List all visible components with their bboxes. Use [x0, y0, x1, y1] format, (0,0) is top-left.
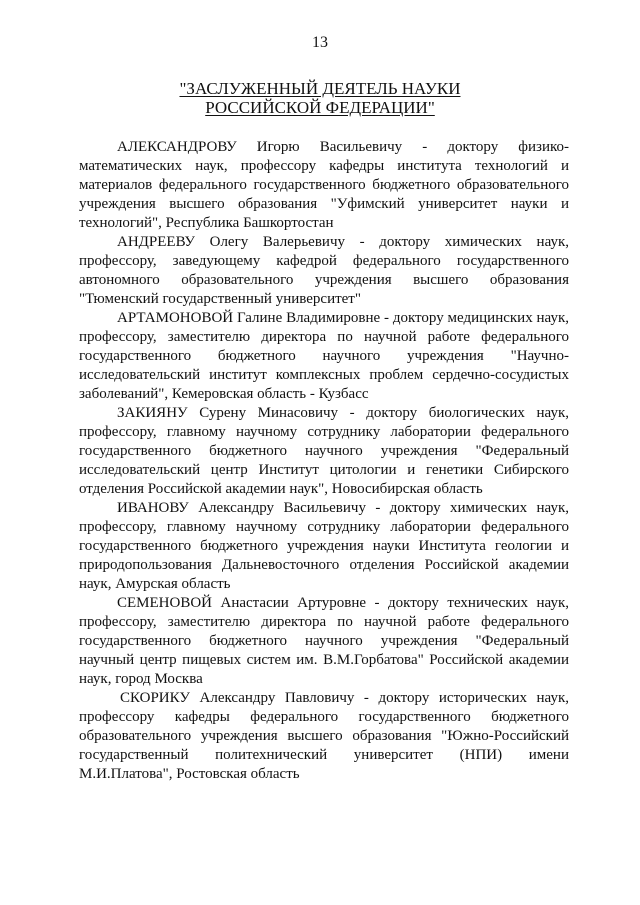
awardee-list [79, 138, 569, 784]
awardee-entry-zakiyan: ЗАКИЯНУ Сурену Минасовичу - доктору биологических наук, профессору, главному научному сотруднику лаборатории федерального государственного бюджетного научного учреждения "Федеральный исследовательский центр Институт цитологии и генетики Сибирского отделения Российской академии наук", Новосибирская область [79, 405, 569, 497]
page-number: 13 [312, 34, 328, 51]
awardee-entry-skorik: СКОРИКУ Александру Павловичу - доктору исторических наук, профессору кафедры федерального государственного бюджетного образовательного учреждения высшего образования "Южно-Российский государственный политехнический университет (НПИ) имени М.И.Платова", Ростовская область [79, 690, 569, 782]
awardee-entry-andreev: АНДРЕЕВУ Олегу Валерьевичу - доктору химических наук, профессору, заведующему кафедрой федерального государственного автономного образовательного учреждения высшего образования "Тюменский государственный университет" [79, 234, 569, 307]
award-title-line-2: РОССИЙСКОЙ ФЕДЕРАЦИИ" [205, 98, 435, 117]
awardee-entry-artamonova: АРТАМОНОВОЙ Галине Владимировне - доктору медицинских наук, профессору, заместителю директора по научной работе федерального государственного бюджетного научного учреждения "Научно-исследовательский институт комплексных проблем сердечно-сосудистых заболеваний", Кемеровская область - Кузбасс [79, 310, 569, 402]
awardee-entry-ivanov: ИВАНОВУ Александру Васильевичу - доктору химических наук, профессору, главному научному сотруднику лаборатории федерального государственного бюджетного учреждения науки Института геологии и природопользования Дальневосточного отделения Российской академии наук, Амурская область [79, 500, 569, 592]
awardee-entry-aleksandrov: АЛЕКСАНДРОВУ Игорю Васильевичу - доктору физико-математических наук, профессору кафедры института технологий и материалов федерального государственного бюджетного образовательного учреждения высшего образования "Уфимский университет науки и технологий", Республика Башкортостан [79, 139, 569, 231]
award-title-line-1: "ЗАСЛУЖЕННЫЙ ДЕЯТЕЛЬ НАУКИ [179, 79, 461, 98]
awardee-entry-semenova: СЕМЕНОВОЙ Анастасии Артуровне - доктору технических наук, профессору, заместителю директора по научной работе федерального государственного бюджетного научного учреждения "Федеральный научный центр пищевых систем им. В.М.Горбатова" Российской академии наук, город Москва [79, 595, 569, 687]
award-title [0, 79, 640, 117]
